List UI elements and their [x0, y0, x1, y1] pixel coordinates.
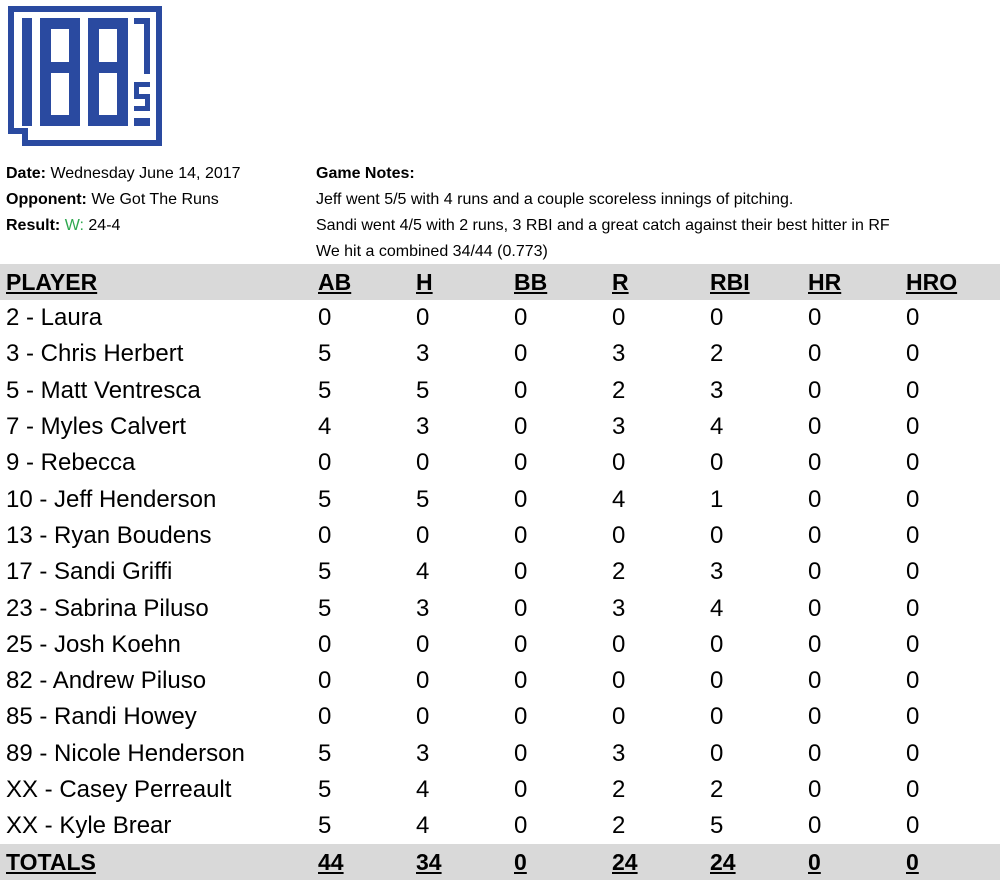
table-body [0, 300, 1000, 844]
hro-value: 0 [906, 667, 920, 695]
table-header-row [0, 264, 1000, 300]
rbi-value: 0 [710, 739, 724, 767]
header-hro: HRO [906, 268, 958, 295]
hr-value: 0 [808, 739, 822, 767]
bb-value: 0 [514, 304, 528, 332]
hro-value: 0 [906, 703, 920, 731]
hr-value: 0 [808, 485, 822, 513]
stats-table [0, 264, 1000, 880]
table-row [0, 336, 1000, 372]
hr-value: 0 [808, 558, 822, 586]
header-rbi: RBI [710, 268, 750, 295]
bb-value: 0 [514, 376, 528, 404]
hro-value: 0 [906, 776, 920, 803]
rbi-value: 0 [710, 449, 724, 477]
player-name: 10 - Jeff Henderson [6, 485, 217, 513]
ab-value: 5 [318, 340, 332, 368]
ab-value: 5 [318, 376, 332, 404]
bb-value: 0 [514, 667, 528, 695]
player-name: 7 - Myles Calvert [6, 413, 187, 441]
hro-value: 0 [906, 521, 920, 549]
r-value: 2 [612, 558, 626, 586]
table-row [0, 772, 1000, 808]
totals-rbi: 24 [710, 848, 736, 875]
result-row [6, 213, 241, 239]
hr-value: 0 [808, 630, 822, 658]
team-logo-88s [8, 6, 162, 146]
player-name: XX - Kyle Brear [6, 812, 172, 840]
r-value: 2 [612, 776, 626, 803]
rbi-value: 2 [710, 776, 724, 803]
r-value: 3 [612, 340, 626, 368]
h-value: 4 [416, 812, 430, 840]
header-r: R [612, 268, 629, 295]
hro-value: 0 [906, 449, 920, 477]
table-row [0, 445, 1000, 481]
hro-value: 0 [906, 739, 920, 767]
ab-value: 0 [318, 449, 332, 477]
rbi-value: 0 [710, 630, 724, 658]
h-value: 5 [416, 376, 430, 404]
h-value: 0 [416, 667, 430, 695]
player-name: 23 - Sabrina Piluso [6, 594, 209, 622]
table-row [0, 409, 1000, 445]
ab-value: 5 [318, 594, 332, 622]
bb-value: 0 [514, 739, 528, 767]
team-logo [8, 6, 162, 146]
h-value: 0 [416, 521, 430, 549]
player-name: 25 - Josh Koehn [6, 630, 181, 658]
result-score: 24-4 [88, 217, 121, 234]
hr-value: 0 [808, 667, 822, 695]
h-value: 3 [416, 594, 430, 622]
bb-value: 0 [514, 812, 528, 840]
rbi-value: 4 [710, 594, 724, 622]
totals-hro: 0 [906, 848, 919, 875]
table-row [0, 554, 1000, 590]
game-note-line: We hit a combined 34/44 (0.773) [316, 243, 548, 260]
hr-value: 0 [808, 594, 822, 622]
hro-value: 0 [906, 812, 920, 840]
header-player: PLAYER [6, 268, 98, 295]
hro-value: 0 [906, 376, 920, 404]
date-value: Wednesday June 14, 2017 [50, 165, 241, 182]
player-name: 82 - Andrew Piluso [6, 667, 207, 695]
totals-r: 24 [612, 848, 638, 875]
ab-value: 5 [318, 558, 332, 586]
r-value: 0 [612, 630, 626, 658]
opponent-row [6, 187, 241, 213]
table-row [0, 518, 1000, 554]
player-name: 85 - Randi Howey [6, 703, 197, 731]
rbi-value: 0 [710, 304, 724, 332]
hro-value: 0 [906, 630, 920, 658]
h-value: 3 [416, 413, 430, 441]
h-value: 4 [416, 558, 430, 586]
rbi-value: 5 [710, 812, 724, 840]
h-value: 0 [416, 703, 430, 731]
h-value: 4 [416, 776, 430, 803]
result-outcome: W: [64, 217, 84, 234]
h-value: 3 [416, 739, 430, 767]
ab-value: 5 [318, 739, 332, 767]
r-value: 2 [612, 812, 626, 840]
bb-value: 0 [514, 413, 528, 441]
player-name: 5 - Matt Ventresca [6, 376, 201, 404]
rbi-value: 0 [710, 703, 724, 731]
player-name: 17 - Sandi Griffi [6, 558, 173, 586]
bb-value: 0 [514, 776, 528, 803]
bb-value: 0 [514, 449, 528, 477]
totals-bb: 0 [514, 848, 527, 875]
ab-value: 5 [318, 776, 332, 803]
h-value: 0 [416, 630, 430, 658]
hr-value: 0 [808, 449, 822, 477]
ab-value: 0 [318, 703, 332, 731]
table-row [0, 736, 1000, 772]
rbi-value: 1 [710, 485, 724, 513]
opponent-value: We Got The Runs [91, 191, 219, 208]
hr-value: 0 [808, 304, 822, 332]
hro-value: 0 [906, 413, 920, 441]
game-info [6, 161, 241, 239]
hr-value: 0 [808, 703, 822, 731]
date-label: Date: [6, 165, 47, 182]
bb-value: 0 [514, 485, 528, 513]
r-value: 0 [612, 703, 626, 731]
hr-value: 0 [808, 340, 822, 368]
bb-value: 0 [514, 703, 528, 731]
r-value: 4 [612, 485, 626, 513]
player-name: 89 - Nicole Henderson [6, 739, 245, 767]
header-ab: AB [318, 268, 352, 295]
hro-value: 0 [906, 558, 920, 586]
header-hr: HR [808, 268, 842, 295]
player-name: 9 - Rebecca [6, 449, 136, 477]
ab-value: 5 [318, 812, 332, 840]
totals-row [0, 844, 1000, 880]
h-value: 0 [416, 304, 430, 332]
player-name: 3 - Chris Herbert [6, 340, 184, 368]
hr-value: 0 [808, 521, 822, 549]
hro-value: 0 [906, 485, 920, 513]
player-name: 13 - Ryan Boudens [6, 521, 212, 549]
table-row [0, 481, 1000, 517]
totals-ab: 44 [318, 848, 344, 875]
totals-label: TOTALS [6, 848, 96, 875]
bb-value: 0 [514, 521, 528, 549]
r-value: 3 [612, 413, 626, 441]
h-value: 5 [416, 485, 430, 513]
game-note-line: Jeff went 5/5 with 4 runs and a couple scoreless innings of pitching. [316, 191, 794, 208]
hr-value: 0 [808, 376, 822, 404]
hro-value: 0 [906, 340, 920, 368]
ab-value: 0 [318, 667, 332, 695]
hro-value: 0 [906, 594, 920, 622]
table-row [0, 373, 1000, 409]
date-row [6, 161, 241, 187]
totals-hr: 0 [808, 848, 821, 875]
r-value: 3 [612, 594, 626, 622]
bb-value: 0 [514, 630, 528, 658]
r-value: 3 [612, 739, 626, 767]
hro-value: 0 [906, 304, 920, 332]
game-note-line: Sandi went 4/5 with 2 runs, 3 RBI and a great catch against their best hitter in RF [316, 217, 890, 234]
rbi-value: 0 [710, 521, 724, 549]
table-row [0, 590, 1000, 626]
hr-value: 0 [808, 776, 822, 803]
table-row [0, 699, 1000, 735]
ab-value: 5 [318, 485, 332, 513]
rbi-value: 3 [710, 376, 724, 404]
ab-value: 0 [318, 304, 332, 332]
table-row [0, 808, 1000, 844]
bb-value: 0 [514, 340, 528, 368]
bb-value: 0 [514, 558, 528, 586]
r-value: 0 [612, 304, 626, 332]
h-value: 3 [416, 340, 430, 368]
rbi-value: 4 [710, 413, 724, 441]
game-notes [316, 161, 890, 265]
totals-h: 34 [416, 848, 442, 875]
ab-value: 0 [318, 521, 332, 549]
ab-value: 4 [318, 413, 332, 441]
header-h: H [416, 268, 433, 295]
r-value: 0 [612, 521, 626, 549]
opponent-label: Opponent: [6, 191, 87, 208]
r-value: 2 [612, 376, 626, 404]
hr-value: 0 [808, 812, 822, 840]
h-value: 0 [416, 449, 430, 477]
header-bb: BB [514, 268, 548, 295]
table-row [0, 300, 1000, 336]
rbi-value: 0 [710, 667, 724, 695]
rbi-value: 2 [710, 340, 724, 368]
table-row [0, 663, 1000, 699]
result-label: Result: [6, 217, 61, 234]
player-name: XX - Casey Perreault [6, 776, 232, 803]
r-value: 0 [612, 449, 626, 477]
bb-value: 0 [514, 594, 528, 622]
player-name: 2 - Laura [6, 304, 103, 332]
hr-value: 0 [808, 413, 822, 441]
table-row [0, 627, 1000, 663]
r-value: 0 [612, 667, 626, 695]
rbi-value: 3 [710, 558, 724, 586]
game-notes-title: Game Notes: [316, 165, 415, 182]
ab-value: 0 [318, 630, 332, 658]
